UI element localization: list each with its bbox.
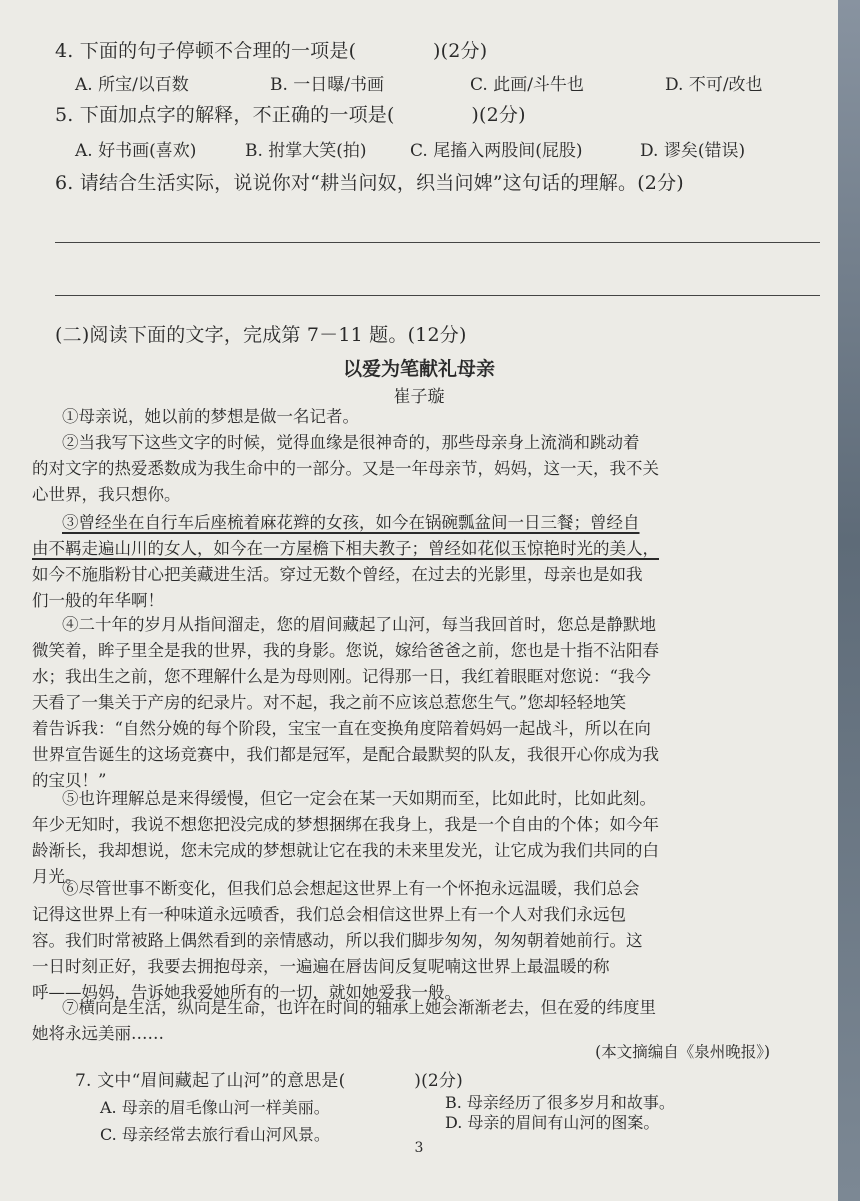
question-7-stem: 7. 文中“眉间藏起了山河”的意思是( )(2分) xyxy=(75,1071,463,1091)
paragraph-line: 的对文字的热爱悉数成为我生命中的一部分。又是一年母亲节，妈妈，这一天，我不关 xyxy=(32,459,659,478)
paragraph-line: 着告诉我：“自然分娩的每个阶段，宝宝一直在变换角度陪着妈妈一起战斗，所以在向 xyxy=(32,719,651,738)
q7-option-d: D. 母亲的眉间有山河的图案。 xyxy=(445,1113,660,1132)
paragraph-5 xyxy=(32,786,812,890)
q4-option-a: A. 所宝/以百数 xyxy=(75,75,189,95)
paragraph-line: 天看了一集关于产房的纪录片。对不起，我之前不应该总惹您生气。”您却轻轻地笑 xyxy=(32,693,627,712)
paragraph-6 xyxy=(32,876,812,1006)
question-4-stem: 4. 下面的句子停顿不合理的一项是( )(2分) xyxy=(55,40,488,62)
q5-option-a: A. 好书画(喜欢) xyxy=(75,141,197,161)
page-number: 3 xyxy=(414,1140,424,1156)
q4-option-c: C. 此画/斗牛也 xyxy=(470,75,584,95)
background-edge xyxy=(838,0,860,1201)
paragraph-line: 龄渐长，我却想说，您未完成的梦想就让它在我的未来里发光，让它成为我们共同的白 xyxy=(32,841,659,860)
paragraph-line: 呼——妈妈，告诉她我爱她所有的一切，就如她爱我一般。 xyxy=(32,983,461,1002)
paragraph-line: 月光。 xyxy=(32,867,82,886)
question-6-stem: 6. 请结合生活实际，说说你对“耕当问奴，织当问婢”这句话的理解。(2分) xyxy=(55,172,684,194)
paragraph-line: 水；我出生之前，您不理解什么是为母则刚。记得那一日，我红着眼眶对您说：“我今 xyxy=(32,667,651,686)
paragraph-line: 记得这世界上有一种味道永远喷香，我们总会相信这世界上有一个人对我们永远包 xyxy=(32,905,626,924)
q7-option-a: A. 母亲的眉毛像山河一样美丽。 xyxy=(100,1098,330,1117)
q5-option-c: C. 尾搐入两股间(屁股) xyxy=(410,141,583,161)
q7-option-b: B. 母亲经历了很多岁月和故事。 xyxy=(445,1093,675,1112)
article-author: 崔子璇 xyxy=(393,387,445,407)
section-heading: (二)阅读下面的文字，完成第 7－11 题。(12分) xyxy=(55,324,467,346)
paragraph-line: 容。我们时常被路上偶然看到的亲情感动，所以我们脚步匆匆，匆匆朝着她前行。这 xyxy=(32,931,643,950)
q5-option-b: B. 拊掌大笑(拍) xyxy=(245,141,367,161)
paragraph-line: ⑥尽管世事不断变化，但我们总会想起这世界上有一个怀抱永远温暖，我们总会 xyxy=(62,879,640,898)
paragraph-line: 一日时刻正好，我要去拥抱母亲，一遍遍在唇齿间反复呢喃这世界上最温暖的称 xyxy=(32,957,610,976)
paragraph-1 xyxy=(32,404,812,430)
paragraph-line: ④二十年的岁月从指间溜走，您的眉间藏起了山河，每当我回首时，您总是静默地 xyxy=(62,615,656,634)
question-5-stem: 5. 下面加点字的解释，不正确的一项是( )(2分) xyxy=(55,104,526,126)
answer-line xyxy=(55,242,820,243)
paragraph-line: 她将永远美丽…… xyxy=(32,1024,164,1043)
paragraph-line: ⑦横向是生活，纵向是生命，也许在时间的轴承上她会渐渐老去，但在爱的纬度里 xyxy=(62,998,656,1017)
paragraph-line: 们一般的年华啊！ xyxy=(32,591,164,610)
answer-line xyxy=(55,295,820,296)
q4-option-b: B. 一日曝/书画 xyxy=(270,75,385,95)
paragraph-line-underlined: ③曾经坐在自行车后座梳着麻花辫的女孩，如今在锅碗瓢盆间一日三餐；曾经自 xyxy=(62,513,640,532)
paragraph-line: ②当我写下这些文字的时候，觉得血缘是很神奇的，那些母亲身上流淌和跳动着 xyxy=(62,433,640,452)
paragraph-line: 的宝贝！” xyxy=(32,771,107,790)
paragraph-line: 如今不施脂粉甘心把美藏进生活。穿过无数个曾经，在过去的光影里，母亲也是如我 xyxy=(32,565,643,584)
paragraph-line: ①母亲说，她以前的梦想是做一名记者。 xyxy=(62,407,359,426)
paragraph-line-underlined: 由不羁走遍山川的女人，如今在一方屋檐下相夫教子；曾经如花似玉惊艳时光的美人， xyxy=(32,539,659,558)
article-source: (本文摘编自《泉州晚报》) xyxy=(595,1043,770,1061)
paragraph-line: ⑤也许理解总是来得缓慢，但它一定会在某一天如期而至，比如此时，比如此刻。 xyxy=(62,789,656,808)
paragraph-2 xyxy=(32,430,812,508)
paragraph-line: 年少无知时，我说不想您把没完成的梦想捆绑在我身上，我是一个自由的个体；如今年 xyxy=(32,815,659,834)
paragraph-4 xyxy=(32,612,812,794)
paragraph-line: 微笑着，眸子里全是我的世界，我的身影。您说，嫁给爸爸之前，您也是十指不沾阳春 xyxy=(32,641,659,660)
paragraph-line: 世界宣告诞生的这场竞赛中，我们都是冠军，是配合最默契的队友，我很开心你成为我 xyxy=(32,745,659,764)
paragraph-line: 心世界，我只想你。 xyxy=(32,485,181,504)
q4-option-d: D. 不可/改也 xyxy=(665,75,763,95)
paragraph-3 xyxy=(32,510,812,614)
q5-option-d: D. 谬矣(错误) xyxy=(640,141,746,161)
article-title: 以爱为笔献礼母亲 xyxy=(342,358,495,380)
q7-option-c: C. 母亲经常去旅行看山河风景。 xyxy=(100,1125,330,1144)
